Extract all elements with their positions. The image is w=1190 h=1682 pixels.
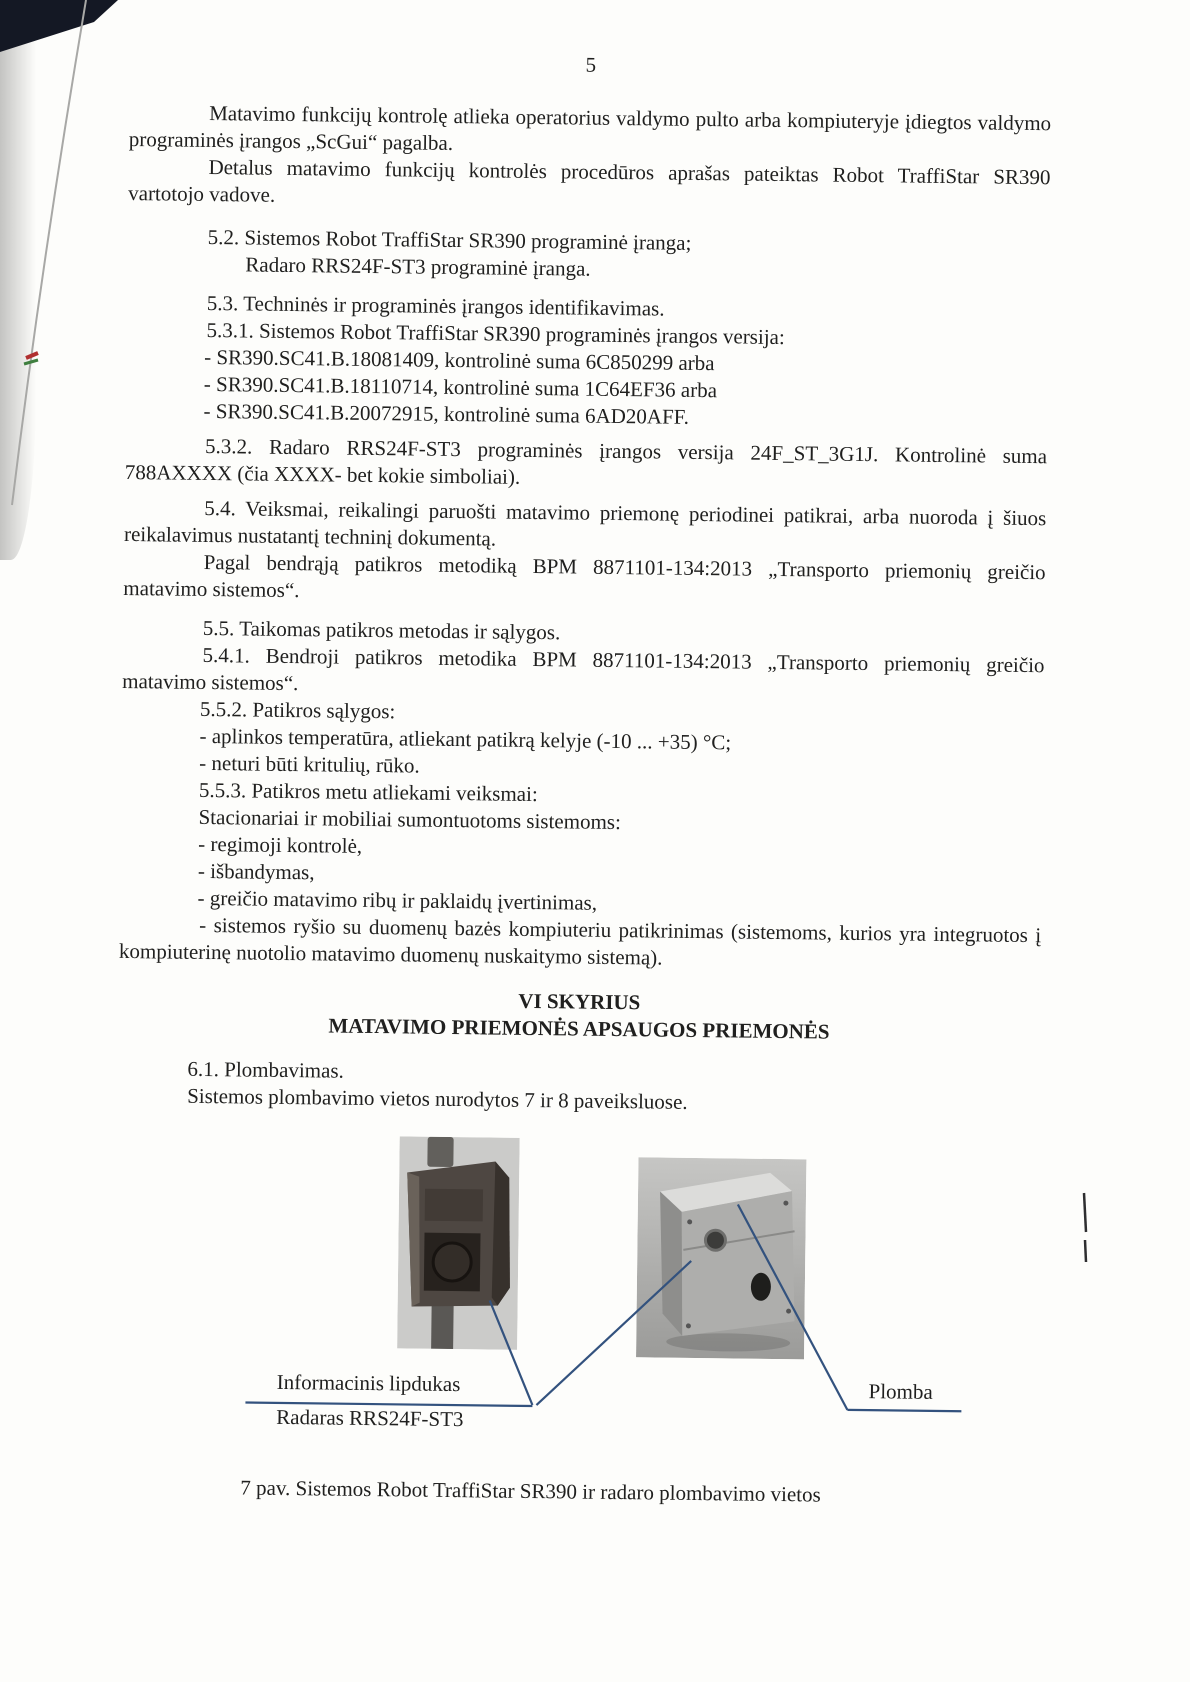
section-5-4: 5.4. Veiksmai, reikalingi paruošti matavimo priemonę periodinei patikrai, arba nuoroda į šiuos reikalavimus nustatantį techninį dokumentą.	[123, 495, 1047, 551]
section-5-2-line-1: 5.2. Sistemos Robot TraffiStar SR390 programinė įranga;	[207, 224, 692, 255]
margin-marks	[1084, 1193, 1086, 1262]
paragraph-intro-2: Detalus matavimo funkcijų kontrolės procedūros aprašas pateiktas Robot TraffiStar SR390 vartotojo vadove.	[128, 154, 1051, 207]
section-5-5: 5.5. Taikomas patikros metodas ir sąlygos.	[202, 615, 561, 645]
section-5-3-1: 5.3.1. Sistemos Robot TraffiStar SR390 programinės įrangos versija:	[206, 317, 785, 350]
section-5-5-3: 5.5.3. Patikros metu atliekami veiksmai:	[198, 777, 538, 807]
condition-item-2: - neturi būti kritulių, rūko.	[199, 750, 420, 778]
version-item-1: - SR390.SC41.B.18081409, kontrolinė suma 6C850299 arba	[204, 344, 715, 376]
scan-curl-shadow	[0, 0, 36, 560]
action-item-3: - greičio matavimo ribų ir paklaidų įvertinimas,	[197, 885, 598, 915]
section-5-3-2: 5.3.2. Radaro RRS24F-ST3 programinės įrangos versija 24F_ST_3G1J. Kontrolinė suma 788AXXXX (čia XXXX- bet kokie simboliai).	[124, 433, 1048, 489]
action-item-4: - sistemos ryšio su duomenų bazės kompiuteriu patikrinimas (sistemoms, kurios yra integruotos į kompiuterinę nuotolio matavimo duomenų nuskaitymo sistemą).	[118, 912, 1042, 970]
chapter-title-line-2: MATAVIMO PRIEMONĖS APSAUGOS PRIEMONĖS	[328, 1013, 830, 1044]
label-radar-model: Radaras RRS24F-ST3	[276, 1404, 464, 1432]
label-information-sticker: Informacinis lipdukas	[276, 1369, 461, 1397]
paragraph-method: Pagal bendrąją patikros metodiką BPM 8871101-134:2013 „Transporto priemonių greičio matavimo sistemos“.	[123, 549, 1046, 603]
version-item-3: - SR390.SC41.B.20072915, kontrolinė suma 6AD20AFF.	[203, 398, 690, 429]
section-5-5-2: 5.5.2. Patikros sąlygos:	[199, 696, 396, 724]
chapter-title-line-1: VI SKYRIUS	[518, 988, 641, 1015]
paragraph-systems: Stacionariai ir mobiliai sumontuotoms sistemoms:	[198, 804, 622, 835]
page-number: 5	[585, 52, 597, 77]
label-seal: Plomba	[868, 1379, 933, 1404]
radar-photo	[397, 1136, 520, 1349]
condition-item-1: - aplinkos temperatūra, atliekant patikrą kelyje (-10 ... +35) °C;	[199, 723, 732, 755]
section-5-3: 5.3. Techninės ir programinės įrangos identifikavimas.	[206, 290, 665, 321]
leader-lines	[113, 1115, 1039, 1458]
paragraph-sealing-locations: Sistemos plombavimo vietos nurodytos 7 ir 8 paveiksluose.	[187, 1083, 688, 1114]
section-6-1: 6.1. Plombavimas.	[187, 1056, 344, 1083]
section-5-4-1: 5.4.1. Bendroji patikros metodika BPM 8871101-134:2013 „Transporto priemonių greičio matavimo sistemos“.	[122, 642, 1045, 696]
chapter-heading	[118, 983, 1041, 1048]
junction-box-photo	[636, 1157, 806, 1359]
action-item-1: - regimoji kontrolė,	[198, 831, 363, 858]
figure-7	[113, 1115, 1039, 1458]
document-content	[112, 46, 1052, 1511]
paragraph-intro-1: Matavimo funkcijų kontrolę atlieka operatorius valdymo pulto arba kompiuteryje įdiegtos valdymo programinės įrangos „ScGui“ pagalba.	[128, 100, 1052, 155]
figure-caption: 7 pav. Sistemos Robot TraffiStar SR390 ir radaro plombavimo vietos	[240, 1475, 821, 1507]
section-5-2-line-2: Radaro RRS24F-ST3 programinė įranga.	[245, 252, 591, 281]
action-item-2: - išbandymas,	[197, 858, 315, 885]
version-item-2: - SR390.SC41.B.18110714, kontrolinė suma 1C64EF36 arba	[203, 371, 718, 403]
